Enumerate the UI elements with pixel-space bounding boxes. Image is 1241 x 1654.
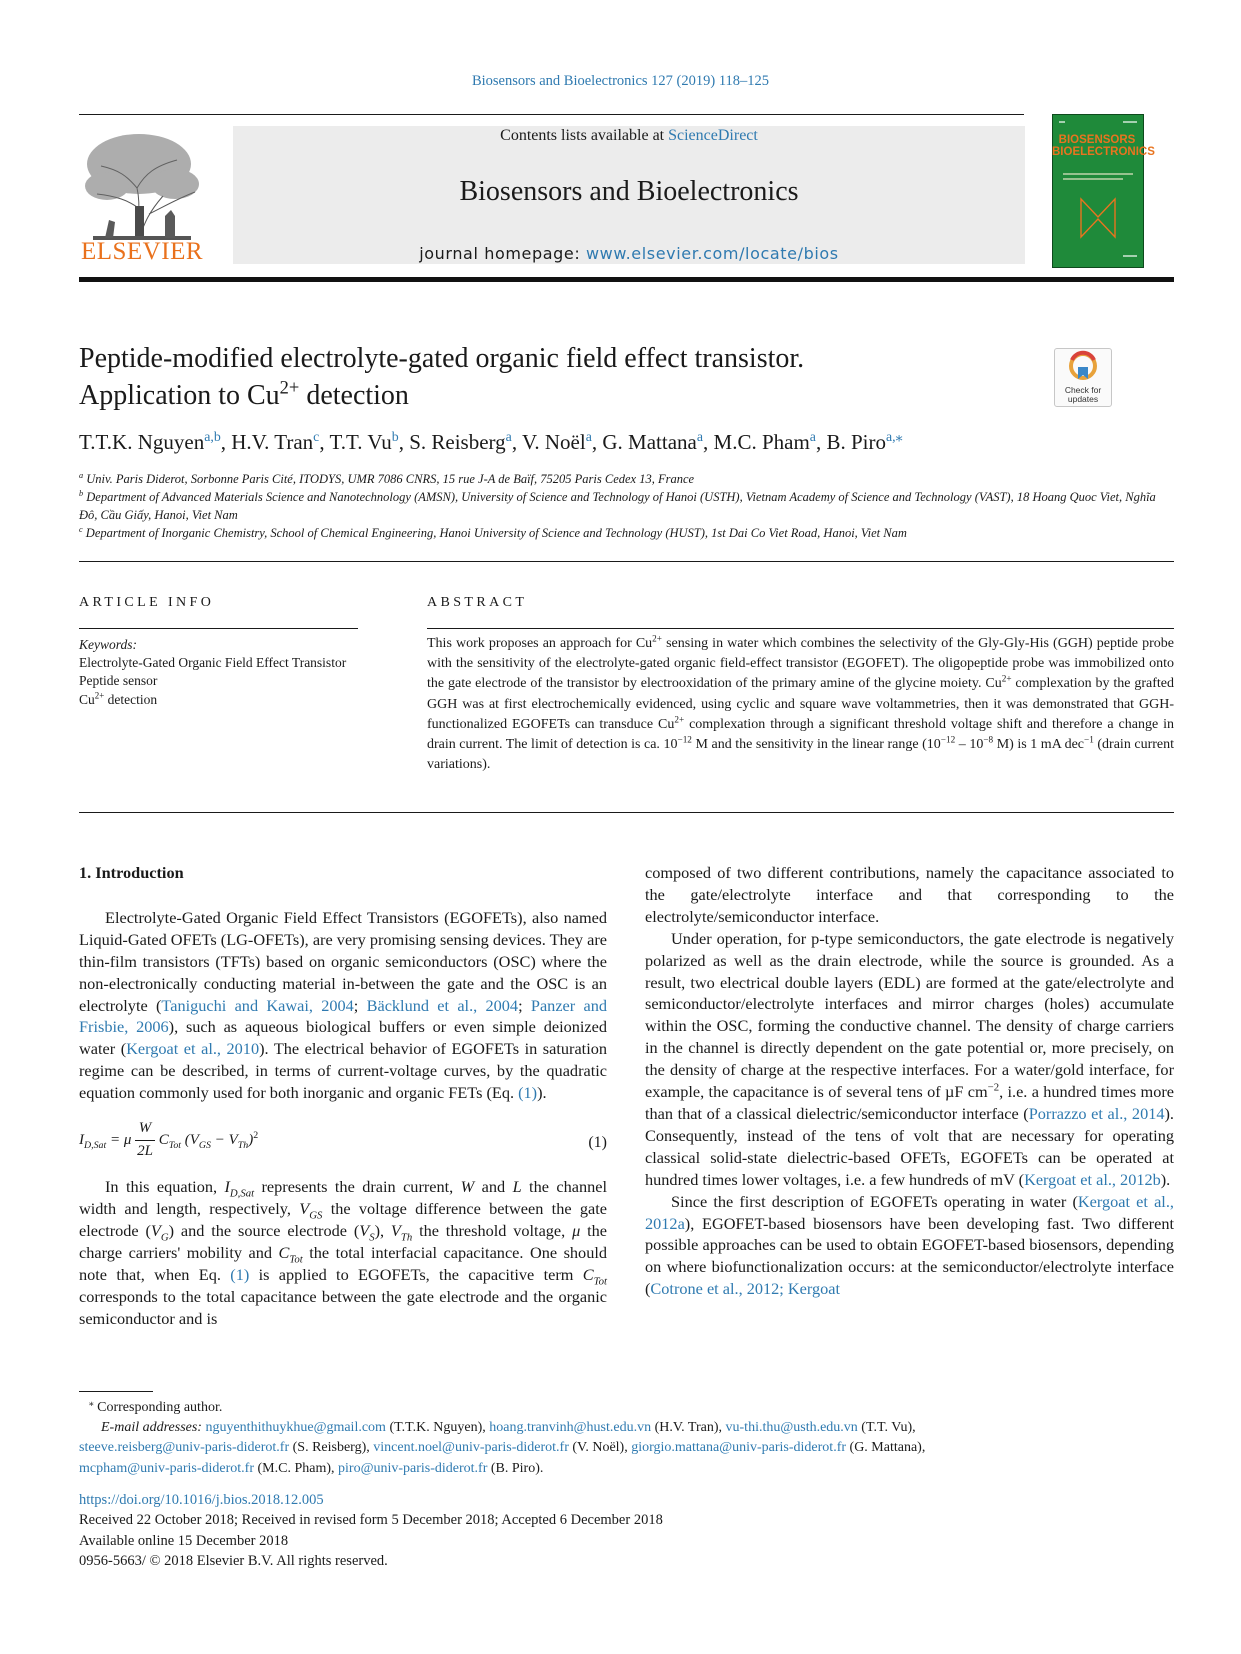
abstract-text: This work proposes an approach for $Cu^{2+}$ sensing in water which combines the selectivity of the Gly-Gly-His (GGH) peptide probe with the sensitivity of the electrolyte-gated organic field-effect transistor (EGOFET). The oligopeptide probe was immobilized onto the gate electrode of the transistor by electrooxidation of the primary amine of the glycine moiety. $Cu^{2+}$ complexation by the grafted GGH was at first electrochemically evidenced, using cyclic and square wave voltammetries, then it was demonstrated that GGH-functionalized EGOFETs can transduce $Cu^{2+}$ complexation through a significant threshold voltage shift and therefore a change in drain current. The limit of detection is ca. $10^{-12}$ M and the sensitivity in the linear range ($10^{-12} - 10^{-8}$ M) is 1 mA dec$^{-1}$ (drain current variations). — [427, 633, 1175, 773]
paragraph: Since the first description of EGOFETs operating in water (Kergoat et al., 2012a), EGOFET-based biosensors have been developing fast. Two different possible approaches can be used to obtain EGOFET-based biosensors, depending on where biofunctionalization occurs: at the semiconductor/electrolyte interface (Cotrone et al., 2012; Kergoat — [645, 1191, 1174, 1299]
keywords-block — [79, 636, 369, 709]
journal-reference[interactable]: Biosensors and Bioelectronics 127 (2019) 118–125 — [471, 73, 770, 89]
affiliation-mark[interactable]: a — [696, 429, 704, 444]
copyright-line: 0956-5663/ © 2018 Elsevier B.V. All rights reserved. — [79, 1552, 388, 1569]
affiliation-mark[interactable]: a,b — [204, 429, 221, 444]
doi-link[interactable]: https://doi.org/10.1016/j.bios.2018.12.005 — [79, 1492, 324, 1508]
affiliation-mark[interactable]: c — [313, 429, 320, 444]
article-info-heading: ARTICLE INFO — [79, 595, 215, 610]
author-name: V. Noël$^a$ — [521, 429, 592, 454]
affiliation-mark[interactable]: a — [505, 429, 512, 444]
email-link[interactable]: piro@univ-paris-diderot.fr — [338, 1460, 488, 1476]
abstract-rule — [427, 628, 1174, 629]
contents-line — [233, 127, 1025, 145]
footnotes — [79, 1398, 1174, 1479]
email-owner: (T.T. Vu), — [857, 1420, 916, 1436]
available-online: Available online 15 December 2018 — [79, 1532, 289, 1549]
homepage-line — [233, 244, 1025, 263]
email-link[interactable]: nguyenthithuykhue@gmail.com — [205, 1420, 386, 1436]
elsevier-wordmark: ELSEVIER — [80, 238, 204, 265]
affiliation-mark[interactable]: a — [809, 429, 816, 444]
citation-link[interactable]: Kergoat et al., 2010 — [126, 1039, 260, 1059]
author-name: T.T. Vu$^b$ — [329, 429, 399, 454]
author-name: M.C. Pham$^a$ — [713, 429, 816, 454]
sciencedirect-link[interactable]: ScienceDirect — [668, 127, 758, 144]
title-line-1: Peptide-modified electrolyte-gated organic field effect transistor. — [79, 343, 805, 374]
check-updates-icon — [1055, 349, 1111, 385]
author-name: S. Reisberg$^a$ — [409, 429, 512, 454]
affiliation-mark[interactable]: a,⁎ — [885, 429, 903, 444]
email-link[interactable]: vu-thi.thu@usth.edu.vn — [725, 1420, 858, 1436]
email-link[interactable]: hoang.tranvinh@hust.edu.vn — [489, 1420, 652, 1436]
affiliation-b: $^b$ Department of Advanced Materials Science and Nanotechnology (AMSN), University of Science and Technology of Hanoi (USTH), Vietnam Academy of Science and Technology (VAST), 18 Hoang Quoc Viet, Nghĩa Đô, Cầu Giấy, Hanoi, Viet Nam — [79, 488, 1156, 522]
journal-name: Biosensors and Bioelectronics — [459, 176, 799, 207]
email-owner: (G. Mattana), — [846, 1440, 926, 1456]
footnote-rule — [79, 1391, 153, 1392]
cover-title: BIOSENSORS BIOELECTRONICS — [1052, 134, 1155, 158]
article-title — [79, 340, 979, 414]
author-name: H.V. Tran$^c$ — [231, 429, 320, 454]
body-column-left — [79, 862, 607, 1329]
citation-link[interactable]: Kergoat et al., 2012a — [645, 1191, 1174, 1233]
title-line-2: Application to $Cu^{2+}$ detection — [79, 377, 409, 411]
section-rule — [79, 561, 1174, 562]
email-owner: (B. Piro). — [487, 1460, 544, 1476]
keywords-label: Keywords: — [79, 637, 137, 652]
abstract-heading: ABSTRACT — [427, 595, 528, 610]
author-list: T.T.K. Nguyen$^{a,b}$, H.V. Tran$^c$, T.T. Vu$^b$, S. Reisberg$^a$, V. Noël$^a$, G. Mattana$^a$, M.C. Pham$^a$, B. Piro$^{a,⁎}$ — [79, 429, 903, 454]
paragraph: composed of two different contributions, namely the capacitance associated to the gate/electrolyte interface and that corresponding to the electrolyte/semiconductor interface. — [645, 863, 1174, 926]
citation-link[interactable]: Bäcklund et al., 2004 — [366, 995, 519, 1015]
email-owner: (T.T.K. Nguyen), — [385, 1420, 490, 1436]
keyword-item: $Cu^{2+}$ detection — [79, 690, 158, 707]
email-link[interactable]: mcpham@univ-paris-diderot.fr — [79, 1460, 255, 1476]
keyword-item: Electrolyte-Gated Organic Field Effect Transistor — [79, 655, 347, 671]
paragraph: Under operation, for p-type semiconductors, the gate electrode is negatively polarized as well as the drain electrode, while the source is grounded. As a result, two electrical double layers (EDL) are formed at the gate/electrolyte and semiconductor/electrolyte interfaces and mirror charges (holes) accumulate within the OSC, forming the conductive channel. The density of charge carriers in the channel is directly dependent on the gate potential or, more precisely, on the density of charge at the respective interfaces. For a water/gold interface, for example, the capacitance is of several tens of µF $cm^{-2}$, i.e. a hundred times more than that of a classical dielectric/semiconductor interface (Porrazzo et al., 2014). Consequently, instead of the tens of volt that are necessary for operating classical solid-state dielectric-based OFETs, EGOFETs can be operated at hundred times lower voltages, i.e. a few hundreds of mV (Kergoat et al., 2012b). — [645, 928, 1174, 1189]
equation-1 — [79, 1112, 607, 1168]
equation-link[interactable]: (1) — [230, 1264, 250, 1284]
author-name: T.T.K. Nguyen$^{a,b}$ — [79, 429, 221, 454]
author-name: G. Mattana$^a$ — [602, 429, 704, 454]
affiliation-mark[interactable]: a — [585, 429, 592, 444]
corresponding-author-note: ⁎ Corresponding author. — [89, 1397, 223, 1415]
section-heading-introduction: 1. Introduction — [79, 863, 184, 882]
email-owner: (H.V. Tran), — [651, 1420, 726, 1436]
received-dates: Received 22 October 2018; Received in revised form 5 December 2018; Accepted 6 December 2018 — [79, 1512, 663, 1529]
affiliation-mark[interactable]: b — [391, 429, 399, 444]
email-addresses — [79, 1418, 1174, 1479]
body-column-right — [645, 862, 1174, 1300]
header-rule-thick — [79, 277, 1174, 282]
author-name: B. Piro$^{a,⁎}$ — [826, 429, 903, 454]
email-link[interactable]: steeve.reisberg@univ-paris-diderot.fr — [79, 1440, 290, 1456]
citation-link[interactable]: Porrazzo et al., 2014 — [1028, 1103, 1165, 1123]
contents-prefix: Contents lists available at — [500, 127, 669, 144]
equation-link[interactable]: (1) — [518, 1083, 538, 1103]
article-footer — [79, 1490, 1174, 1571]
affiliation-c: $^c$ Department of Inorganic Chemistry, School of Chemical Engineering, Hanoi University of Science and Technology (HUST), 1st Dai Co Viet Road, Hanoi, Viet Nam — [79, 524, 907, 540]
email-owner: (M.C. Pham), — [254, 1460, 339, 1476]
equation-body: $I_{D,Sat} = \mu$ $\frac{W}{2L}$ $C_{Tot}$ $(V_{GS} - V_{Th})^2$ — [79, 1120, 259, 1159]
paragraph: In this equation, $I_{D,Sat}$ represents the drain current, W and L the channel width and length, respectively, $V_{GS}$ the voltage difference between the gate electrode $(V_G)$ and the source electrode $(V_S)$, $V_{Th}$ the threshold voltage, μ the charge carriers' mobility and $C_{Tot}$ the total interfacial capacitance. One should note that, when Eq. (1) is applied to EGOFETs, the capacitive term $C_{Tot}$ corresponds to the total capacitance between the gate electrode and the organic semiconductor and is — [79, 1177, 608, 1328]
citation-link[interactable]: Taniguchi and Kawai, 2004 — [161, 995, 354, 1015]
citation-link[interactable]: Kergoat et al., 2012b — [1024, 1169, 1161, 1189]
equation-number: (1) — [588, 1134, 607, 1152]
email-owner: (V. Noël), — [568, 1440, 632, 1456]
email-link[interactable]: vincent.noel@univ-paris-diderot.fr — [373, 1440, 569, 1456]
header-rule — [79, 114, 1024, 115]
paragraph: Electrolyte-Gated Organic Field Effect Transistors (EGOFETs), also named Liquid-Gated OFETs (LG-OFETs), are very promising sensing devices. They are thin-film transistors (TFTs) based on organic semiconductors (OSC) where the non-electronically conducting material in-between the gate and the OSC is an electrolyte (Taniguchi and Kawai, 2004; Bäcklund et al., 2004; Panzer and Frisbie, 2006), such as aqueous biological buffers or even simple deionized water (Kergoat et al., 2010). The electrical behavior of EGOFETs in saturation regime can be described, in terms of current-voltage curves, by the quadratic equation commonly used for both inorganic and organic FETs (Eq. (1)). — [79, 907, 607, 1103]
article-info-rule — [79, 628, 358, 629]
email-owner: (S. Reisberg), — [289, 1440, 374, 1456]
citation-link[interactable]: Cotrone et al., 2012; Kergoat — [650, 1279, 841, 1299]
citation-link[interactable]: Panzer and Frisbie, 2006 — [79, 995, 607, 1037]
email-link[interactable]: giorgio.mattana@univ-paris-diderot.fr — [631, 1440, 847, 1456]
section-rule — [79, 812, 1174, 813]
email-label: E-mail addresses: — [101, 1420, 206, 1436]
keyword-item: Peptide sensor — [79, 673, 158, 689]
homepage-link[interactable]: www.elsevier.com/locate/bios — [586, 244, 839, 263]
homepage-prefix: journal homepage: — [419, 244, 586, 263]
check-updates-label: Check for updates — [1064, 385, 1102, 404]
affiliation-a: $^a$ Univ. Paris Diderot, Sorbonne Paris Cité, ITODYS, UMR 7086 CNRS, 15 rue J-A de Baïf, 75205 Paris Cedex 13, France — [79, 470, 695, 486]
